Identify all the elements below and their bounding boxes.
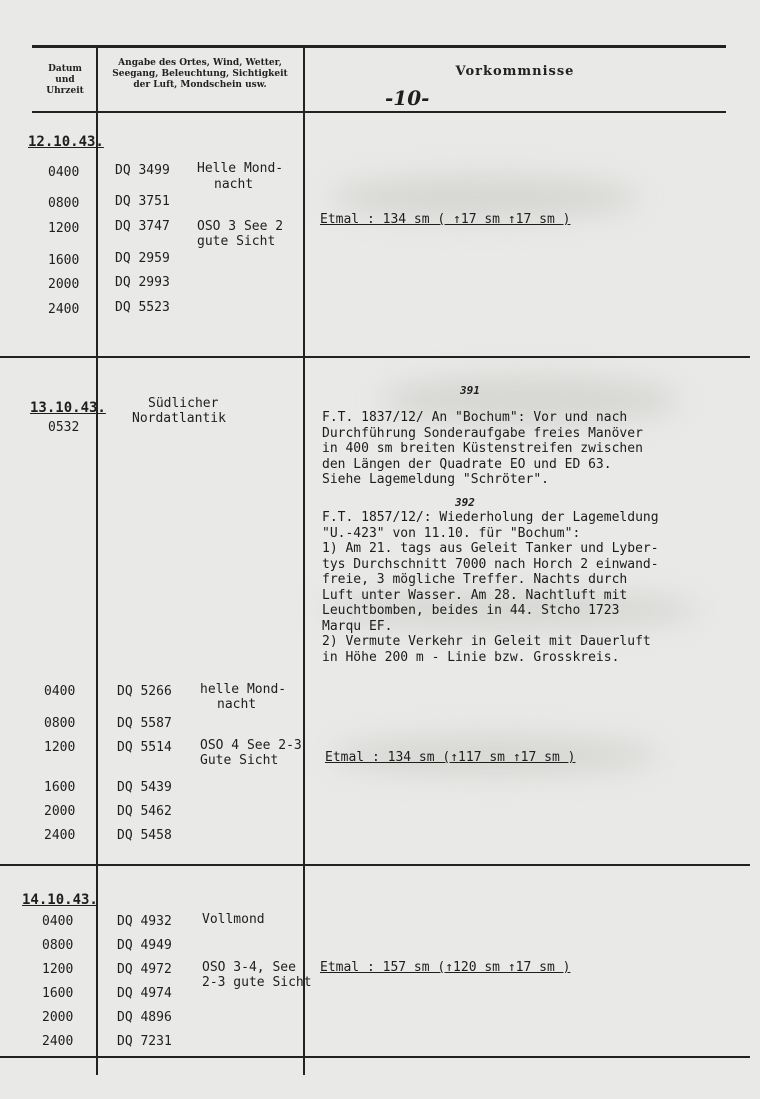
time-cell: 2400 [44, 828, 76, 843]
time-cell: 0800 [48, 196, 80, 211]
message-line: den Längen der Quadrate EO und ED 63. [322, 456, 612, 472]
position-cell: DQ 5266 [117, 684, 172, 699]
message-number: 392 [455, 496, 475, 509]
etmal-entry: Etmal : 134 sm (↑117 sm ↑17 sm ) [325, 750, 576, 765]
time-cell: 1600 [44, 780, 76, 795]
time-cell: 2000 [48, 277, 80, 292]
message-line: F.T. 1837/12/ An "Bochum": Vor und nach [322, 410, 628, 425]
time-cell: 2000 [44, 804, 76, 819]
header-events: Vorkommnisse [455, 64, 575, 79]
message-line: freie, 3 mögliche Treffer. Nachts durch [322, 572, 628, 587]
radio-message-1 [322, 410, 643, 488]
message-line: tys Durchschnitt 7000 nach Horch 2 einwand- [322, 556, 659, 572]
message-line: Marqu EF. [322, 618, 393, 634]
radio-message-2 [322, 510, 659, 665]
message-line: in Höhe 200 m - Linie bzw. Grosskreis. [322, 649, 620, 665]
condition-cell: OSO 4 See 2-3 [200, 738, 302, 753]
position-cell: DQ 5587 [117, 716, 172, 731]
position-cell: DQ 5439 [117, 780, 172, 795]
time-cell: 0400 [42, 914, 74, 929]
etmal-entry: Etmal : 134 sm ( ↑17 sm ↑17 sm ) [320, 212, 571, 227]
column-divider-2 [303, 45, 305, 1075]
condition-cell: Gute Sicht [200, 753, 279, 768]
position-cell: DQ 4896 [117, 1010, 172, 1025]
condition-cell: OSO 3 See 2 [197, 219, 284, 234]
day-date: 12.10.43. [28, 134, 104, 150]
table-top-border [32, 45, 726, 48]
day-separator-line [0, 356, 750, 358]
position-cell: DQ 4932 [117, 914, 172, 929]
sea-area: Nordatlantik [132, 411, 226, 426]
header-location-weather: Angabe des Ortes, Wind, Wetter, Seegang, Beleuchtung, Sichtigkeit der Luft, Mondschein usw. [112, 58, 288, 90]
message-line: 1) Am 21. tags aus Geleit Tanker und Lyber- [322, 541, 659, 556]
time-cell: 1200 [42, 962, 74, 977]
position-cell: DQ 5458 [117, 828, 172, 843]
position-cell: DQ 5462 [117, 804, 172, 819]
time-cell: 0532 [48, 420, 80, 435]
time-cell: 0800 [42, 938, 74, 953]
position-cell: DQ 5514 [117, 740, 172, 755]
time-cell: 1600 [42, 986, 74, 1001]
position-cell: DQ 4972 [117, 962, 172, 977]
time-cell: 1200 [48, 221, 80, 236]
condition-cell: nacht [214, 177, 254, 192]
message-number: 391 [460, 384, 480, 397]
time-cell: 2000 [42, 1010, 74, 1025]
condition-cell: helle Mond- [200, 682, 287, 697]
condition-cell: Helle Mond- [197, 161, 284, 176]
message-line: in 400 sm breiten Küstenstreifen zwischen [322, 441, 643, 456]
etmal-entry: Etmal : 157 sm (↑120 sm ↑17 sm ) [320, 960, 571, 975]
message-line: "U.-423" von 11.10. für "Bochum": [322, 525, 581, 541]
message-line: Siehe Lagemeldung "Schröter". [322, 472, 549, 487]
time-cell: 0800 [44, 716, 76, 731]
condition-cell: Vollmond [202, 912, 265, 927]
condition-cell: OSO 3-4, See [202, 960, 296, 975]
message-line: Leuchtbomben, beides in 44. Stcho 1723 [322, 603, 620, 618]
time-cell: 2400 [42, 1034, 74, 1049]
position-cell: DQ 2993 [115, 275, 170, 290]
sea-area: Südlicher [148, 396, 219, 411]
table-bottom-border [0, 1056, 750, 1058]
message-line: 2) Vermute Verkehr in Geleit mit Dauerluft [322, 634, 651, 649]
position-cell: DQ 3747 [115, 219, 170, 234]
condition-cell: 2-3 gute Sicht [202, 975, 312, 990]
message-line: F.T. 1857/12/: Wiederholung der Lagemeldung [322, 510, 659, 525]
time-cell: 1600 [48, 253, 80, 268]
position-cell: DQ 2959 [115, 251, 170, 266]
time-cell: 2400 [48, 302, 80, 317]
time-cell: 0400 [44, 684, 76, 699]
time-cell: 0400 [48, 165, 80, 180]
position-cell: DQ 3751 [115, 194, 170, 209]
day-date: 13.10.43. [30, 400, 106, 416]
condition-cell: gute Sicht [197, 234, 276, 249]
header-date-time: Datum und Uhrzeit [46, 64, 84, 96]
day-separator-line [0, 864, 750, 866]
time-cell: 1200 [44, 740, 76, 755]
day-date: 14.10.43. [22, 892, 98, 908]
condition-cell: nacht [217, 697, 257, 712]
column-divider-1 [96, 45, 98, 1075]
position-cell: DQ 3499 [115, 163, 170, 178]
message-line: Durchführung Sonderaufgabe freies Manöver [322, 425, 643, 441]
position-cell: DQ 4949 [117, 938, 172, 953]
header-bottom-border [32, 111, 726, 113]
position-cell: DQ 4974 [117, 986, 172, 1001]
message-line: Luft unter Wasser. Am 28. Nachtluft mit [322, 587, 628, 603]
position-cell: DQ 7231 [117, 1034, 172, 1049]
position-cell: DQ 5523 [115, 300, 170, 315]
page-number: -10- [385, 86, 430, 110]
